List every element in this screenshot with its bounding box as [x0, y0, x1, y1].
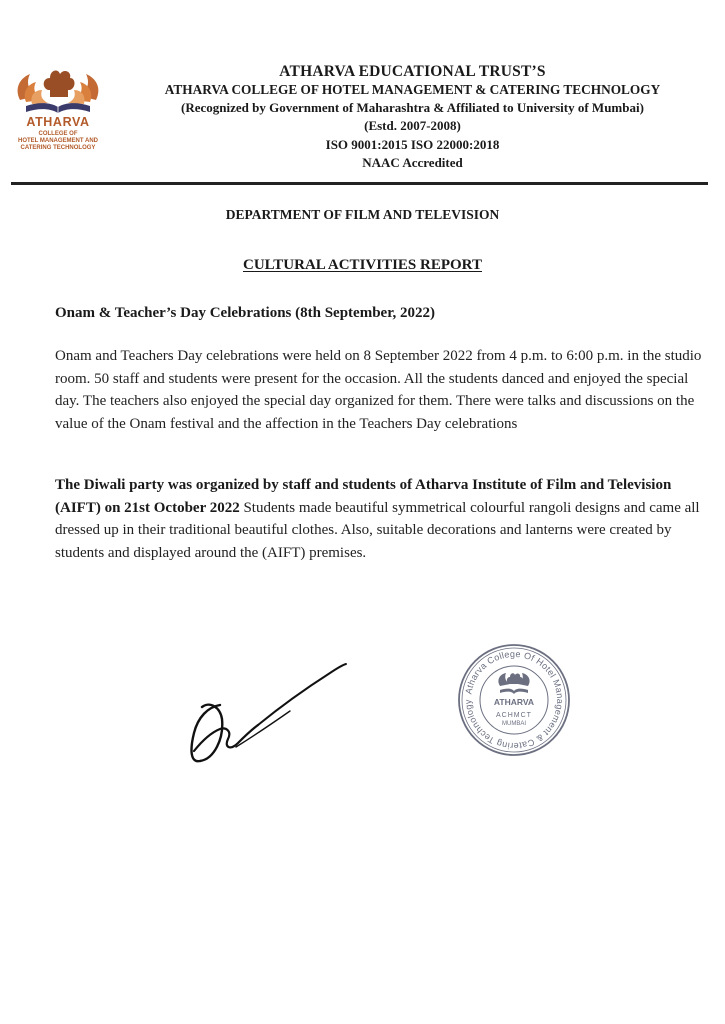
chef-hat-book-icon — [12, 60, 104, 116]
letterhead — [100, 62, 725, 172]
naac-line: NAAC Accredited — [362, 154, 463, 170]
logo-subline: HOTEL MANAGEMENT AND — [18, 138, 98, 144]
report-title: CULTURAL ACTIVITIES REPORT — [243, 257, 482, 273]
diwali-paragraph — [55, 474, 713, 564]
college-logo — [8, 60, 108, 156]
diwali-bold-intro: The Diwali party was organized by staff and students of Atharva Institute of Film and Television (AIFT) on 21st October 2022 — [55, 477, 672, 516]
college-name: ATHARVA COLLEGE OF HOTEL MANAGEMENT & CATERING TECHNOLOGY — [164, 82, 661, 97]
recognition-line: (Recognized by Government of Maharashtra & Affiliated to University of Mumbai) — [181, 100, 644, 115]
event-heading: Onam & Teacher’s Day Celebrations (8th September, 2022) — [55, 305, 435, 321]
diwali-text: Students made beautiful symmetrical colourful rangoli designs and came all dressed up in their traditional beautiful clothes. Also, suitable decorations and lanterns were created by students and displayed around the (AIFT) premises. — [55, 499, 700, 561]
onam-paragraph: Onam and Teachers Day celebrations were held on 8 September 2022 from 4 p.m. to 6:00 p.m. in the studio room. 50 staff and students were present for the occasion. All the students danced and enjoyed the special day. The teachers also enjoyed the special day organized for them. There were talks and discussions on the value of the Onam festival and the affection in the Teachers Day celebrations — [55, 348, 702, 432]
trust-name: ATHARVA EDUCATIONAL TRUST’S — [279, 63, 546, 80]
established-line: (Estd. 2007-2008) — [364, 118, 461, 134]
stamp-city: MUMBAI — [502, 721, 526, 727]
logo-subline: COLLEGE OF — [38, 131, 78, 137]
department-heading: DEPARTMENT OF FILM AND TELEVISION — [225, 207, 500, 222]
stamp-code: ACHMCT — [496, 712, 532, 719]
signature — [180, 655, 355, 770]
iso-line: ISO 9001:2015 ISO 22000:2018 — [325, 136, 500, 152]
logo-name: ATHARVA — [26, 115, 90, 129]
stamp-ring-text: Atharva College Of Hotel Management & Catering Technology — [462, 648, 566, 752]
logo-subline: CATERING TECHNOLOGY — [20, 145, 96, 151]
header-divider — [11, 182, 708, 185]
stamp-center-name: ATHARVA — [493, 697, 535, 707]
college-seal-stamp — [456, 642, 572, 758]
